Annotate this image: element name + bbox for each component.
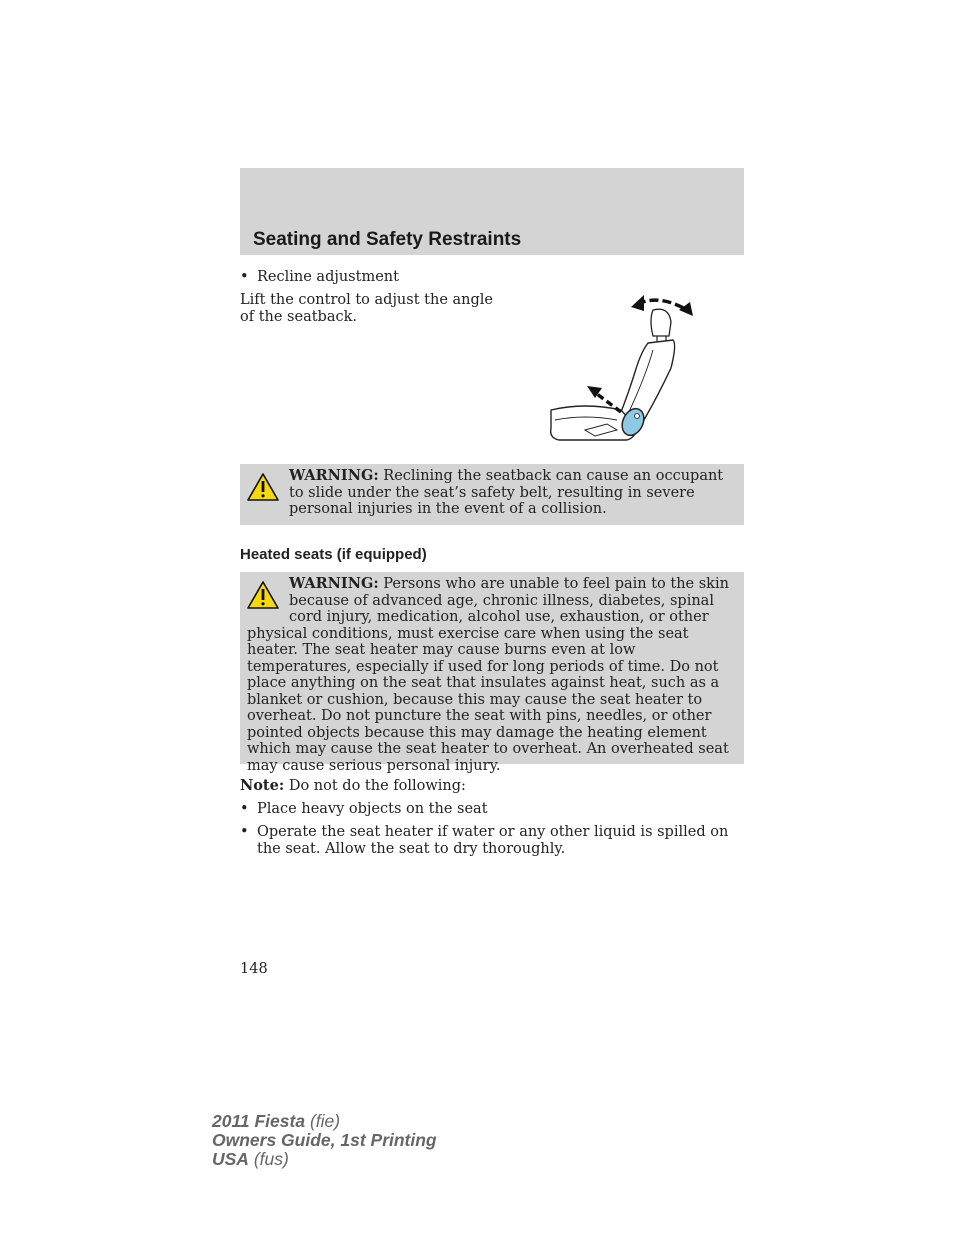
bullet-glyph: •: [240, 824, 249, 840]
bullet-glyph: •: [240, 801, 249, 817]
list-item: [240, 824, 744, 860]
page-number: 148: [240, 961, 268, 977]
section-header-band: [240, 168, 744, 255]
warning-triangle-icon: [247, 580, 279, 610]
warning-box-heated: [240, 572, 744, 774]
headrest: [651, 309, 671, 336]
list-item: [240, 269, 500, 287]
footer-region-code: (fus): [253, 1149, 289, 1169]
seat-recline-illustration: [545, 290, 705, 450]
warning-text: Reclining the seatback can cause an occupant to slide under the seat’s safety belt, resulting in severe personal injuries in the event of a collision.: [289, 468, 724, 517]
footer-line: [212, 1112, 437, 1131]
warning-triangle-icon: [247, 472, 279, 502]
arrow-left-icon: [631, 295, 644, 311]
list-item-text: Place heavy objects on the seat: [257, 801, 488, 817]
recline-description-line: Lift the control to adjust the angle: [240, 292, 493, 308]
warning-box-recline: [240, 464, 744, 525]
section-title: Seating and Safety Restraints: [253, 229, 522, 250]
note-text: Do not do the following:: [288, 778, 466, 794]
recline-label: Recline adjustment: [257, 269, 399, 285]
footer-model-code: (fie): [309, 1111, 341, 1131]
arrow-right-icon: [679, 302, 693, 316]
warning-label: WARNING:: [289, 575, 379, 592]
heated-seats-heading: Heated seats (if equipped): [240, 546, 427, 563]
recline-description: [240, 292, 510, 325]
recline-arc: [637, 300, 687, 310]
footer-guide: Owners Guide, 1st Printing: [212, 1130, 437, 1150]
note-paragraph: [240, 778, 744, 795]
document-footer: [212, 1112, 437, 1169]
footer-model: 2011 Fiesta: [212, 1111, 306, 1131]
recline-description-line: of the seatback.: [240, 308, 357, 325]
warning-label: WARNING:: [289, 467, 379, 484]
footer-region: USA: [212, 1149, 249, 1169]
bullet-glyph: •: [240, 269, 249, 285]
footer-line: [212, 1150, 437, 1169]
list-item-text: Operate the seat heater if water or any other liquid is spilled on the seat. Allow the seat to dry thoroughly.: [257, 824, 729, 857]
list-item: [240, 801, 744, 819]
warning-text: Persons who are unable to feel pain to the skin because of advanced age, chronic illness, diabetes, spinal cord injury, medication, alcohol use, exhaustion, or other physical conditions, must exercise care when using the seat heater. The seat heater may cause burns even at low temperatures, especially if used for long periods of time. Do not place anything on the seat that insulates against heat, such as a blanket or cushion, because this may cause the seat heater to overheat. Do not puncture the seat with pins, needles, or other pointed objects because this may damage the heating element which may cause the seat heater to overheat. An overheated seat may cause serious personal injury.: [247, 576, 729, 774]
note-label: Note:: [240, 777, 285, 794]
footer-line: [212, 1131, 437, 1150]
